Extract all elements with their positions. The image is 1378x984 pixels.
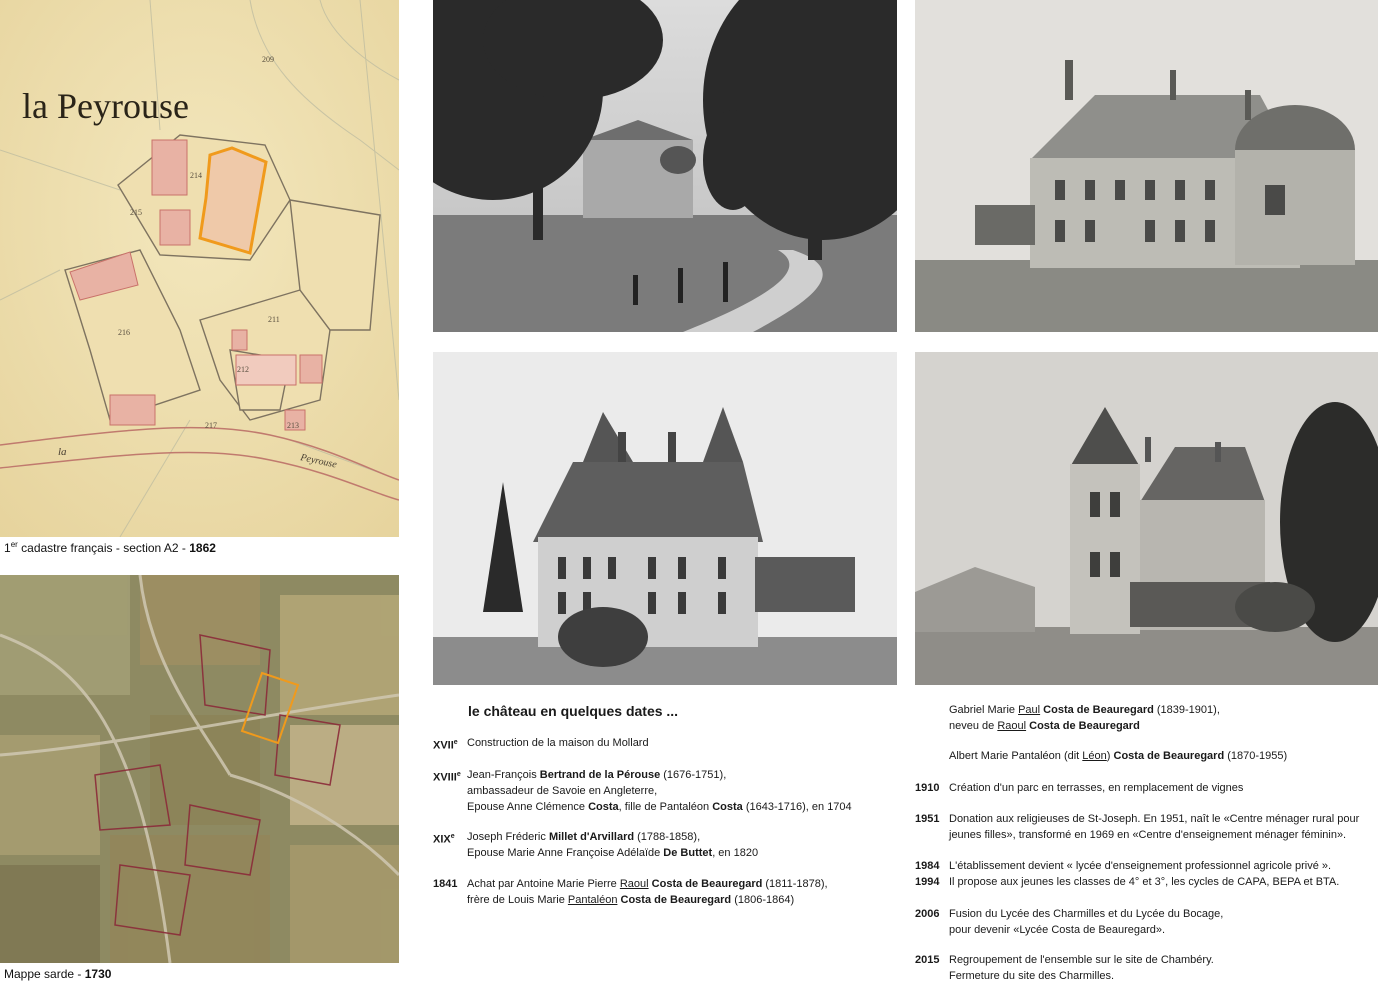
map-place-name: la Peyrouse <box>22 86 189 126</box>
timeline-year: XIXe <box>433 833 455 846</box>
timeline-year: 1951 <box>915 813 940 825</box>
timeline-year: XVIIIe <box>433 771 461 784</box>
cadastre-map-1862 <box>0 0 399 537</box>
parcel-label: 216 <box>118 328 130 337</box>
timeline-year: 1984 <box>915 860 940 872</box>
timeline-text: Donation aux religieuses de St-Joseph. En 1951, naît le «Centre ménager rural pour jeunes filles», transformé en 1969 en «Centre d'enseignement ménager féminin». <box>949 813 1360 841</box>
timeline-year: 2015 <box>915 954 940 966</box>
parcel-label: 213 <box>287 421 299 430</box>
sardinian-map-1730 <box>0 575 399 963</box>
timeline-year: 1841 <box>433 878 458 890</box>
parcel-label: 209 <box>262 55 274 64</box>
parcel-label: 214 <box>190 171 202 180</box>
timeline-year: 1910 <box>915 782 940 794</box>
timeline-text: L'établissement devient « lycée d'enseignement professionnel agricole privé ». <box>949 860 1332 872</box>
timeline-year: 2006 <box>915 908 940 920</box>
parcel-label: 215 <box>130 208 142 217</box>
caption-map-1862: 1er cadastre français - section A2 - 1862 <box>4 540 216 555</box>
parcel-label: 211 <box>268 315 280 324</box>
timeline-text: Regroupement de l'ensemble sur le site de Chambéry. Fermeture du site des Charmilles. <box>949 954 1214 982</box>
timeline-text: Fusion du Lycée des Charmilles et du Lycée du Bocage, pour devenir «Lycée Costa de Beauregard». <box>949 908 1224 936</box>
timeline-text: Albert Marie Pantaléon (dit Léon) Costa de Beauregard (1870-1955) <box>949 750 1288 762</box>
caption-map-1730: Mappe sarde - 1730 <box>4 967 112 981</box>
timeline-text: Création d'un parc en terrasses, en remplacement de vignes <box>949 782 1244 794</box>
map-road-label-2: Peyrouse <box>299 452 338 471</box>
photo-chateau-tower <box>915 352 1378 685</box>
timeline-text: Construction de la maison du Mollard <box>467 737 649 749</box>
timeline-text: Il propose aux jeunes les classes de 4° et 3°, les cycles de CAPA, BEPA et BTA. <box>949 876 1340 888</box>
timeline-title: le château en quelques dates ... <box>468 703 679 719</box>
map-road-label: la <box>58 446 67 458</box>
timeline-text: Joseph Fréderic Millet d'Arvillard (1788-1858), Epouse Marie Anne Françoise Adélaïde De Buttet, en 1820 <box>467 831 759 859</box>
photo-chateau-approach <box>433 0 897 332</box>
photo-chateau-side <box>433 352 897 685</box>
timeline-text: Achat par Antoine Marie Pierre Raoul Costa de Beauregard (1811-1878), frère de Louis Marie Pantaléon Costa de Beauregard (1806-1864) <box>467 878 828 906</box>
parcel-label: 212 <box>237 365 249 374</box>
timeline-text: Gabriel Marie Paul Costa de Beauregard (1839-1901), neveu de Raoul Costa de Beauregard <box>949 704 1220 732</box>
timeline-text: Jean-François Bertrand de la Pérouse (1676-1751), ambassadeur de Savoie en Angleterre, Epouse Anne Clémence Costa, fille de Pantaléon Costa (1643-1716), en 1704 <box>467 769 852 813</box>
timeline-year: XVIIe <box>433 739 458 752</box>
parcel-label: 217 <box>205 421 217 430</box>
timeline-year: 1994 <box>915 876 940 888</box>
photo-chateau-facade <box>915 0 1378 332</box>
